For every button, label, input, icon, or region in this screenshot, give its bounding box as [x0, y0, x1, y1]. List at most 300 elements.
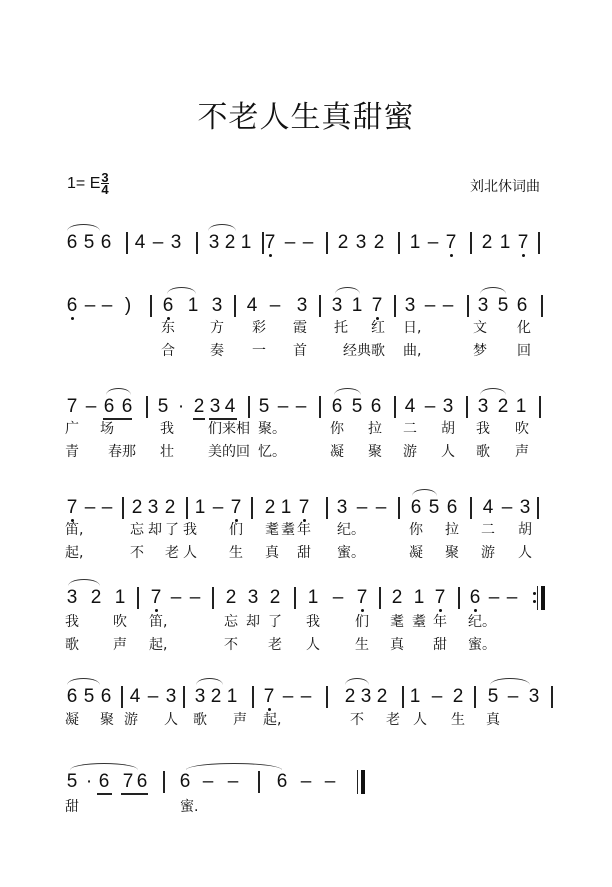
lyric: 奏 [210, 343, 224, 359]
lyric: 声 [113, 637, 127, 653]
lyric: 老 [386, 712, 400, 728]
barline [402, 686, 404, 708]
slur [412, 489, 437, 496]
note: 6 [410, 497, 422, 518]
note: 6 [370, 396, 382, 417]
note: 7 [122, 771, 134, 792]
lyric: 甜 [65, 799, 79, 815]
sustain-dash: – [269, 295, 281, 316]
note: 3 [528, 686, 540, 707]
sustain-dash: – [84, 497, 96, 518]
note: 5 [487, 686, 499, 707]
lyric: 一 [252, 343, 266, 359]
slur [490, 678, 530, 685]
lyric: 我 [183, 522, 197, 538]
sustain-dash: – [431, 686, 443, 707]
final-barline [537, 586, 545, 610]
lyric: 吹 [113, 614, 127, 630]
lyric: 人 [413, 712, 427, 728]
note: 2 [131, 497, 143, 518]
note: 5 [157, 396, 169, 417]
lyric: 托 [334, 320, 348, 336]
note: 4 [134, 232, 146, 253]
lyric: 梦 [473, 343, 487, 359]
lyric: 了 [165, 522, 179, 538]
lyric: 人 [164, 712, 178, 728]
note: 5 [83, 686, 95, 707]
sustain-dash: – [424, 295, 436, 316]
sustain-dash: – [295, 396, 307, 417]
lyric: 游 [481, 545, 495, 561]
note: 3 [170, 232, 182, 253]
barline [398, 497, 400, 519]
note: 6 [66, 686, 78, 707]
barline [551, 686, 553, 708]
lyric: 我 [306, 614, 320, 630]
note: 6 [276, 771, 288, 792]
lyric: 了 [268, 614, 282, 630]
lyric: 彩 [252, 320, 266, 336]
sustain-dash: – [189, 587, 201, 608]
barline [248, 396, 250, 418]
sustain-dash: – [277, 396, 289, 417]
lyric: 歌 [65, 637, 79, 653]
barline [252, 686, 254, 708]
lyric: 首 [293, 343, 307, 359]
note: 3 [404, 295, 416, 316]
lyric: 歌 [193, 712, 207, 728]
barline [326, 497, 328, 519]
sustain-dash: – [427, 232, 439, 253]
note: 6 [100, 232, 112, 253]
note: 5 [258, 396, 270, 417]
note: 2 [337, 232, 349, 253]
lyric: 生 [229, 545, 243, 561]
barline [326, 232, 328, 254]
barline [538, 232, 540, 254]
note: 3 [477, 396, 489, 417]
barline [150, 295, 152, 317]
lyric: 美的回 [208, 444, 250, 460]
note: 4 [224, 396, 236, 417]
composer-credit: 刘北休词曲 [470, 179, 540, 195]
low-octave-dot [439, 609, 442, 612]
lyric: 吹 [515, 421, 529, 437]
lyric: 忘 [130, 522, 144, 538]
lyric: 拉 [445, 522, 459, 538]
lyric: 曲, [403, 343, 422, 359]
note: 3 [165, 686, 177, 707]
lyric: 聚 [368, 444, 382, 460]
sustain-dash: – [332, 587, 344, 608]
barline [539, 396, 541, 418]
sustain-dash: – [84, 295, 96, 316]
low-octave-dot [450, 254, 453, 257]
underline-eighth [193, 418, 205, 420]
lyric: 人 [306, 637, 320, 653]
lyric: 不 [130, 545, 144, 561]
sustain-dash: – [424, 396, 436, 417]
note: 6 [162, 295, 174, 316]
barline [294, 587, 296, 609]
sustain-dash: – [101, 295, 113, 316]
lyric: 耋 [412, 614, 426, 630]
lyric: 聚。 [258, 421, 286, 437]
barline [121, 686, 123, 708]
sustain-dash: – [506, 587, 518, 608]
sustain-dash: – [375, 497, 387, 518]
sustain-dash: – [227, 771, 239, 792]
barline [251, 497, 253, 519]
lyric: 凝 [330, 444, 344, 460]
note: 6 [103, 396, 115, 417]
dot-augment: · [85, 771, 93, 792]
lyric: 起, [263, 712, 282, 728]
lyric: 拉 [368, 421, 382, 437]
note: 3 [211, 295, 223, 316]
note: 5 [83, 232, 95, 253]
note: 3 [247, 587, 259, 608]
note: 1 [409, 232, 421, 253]
barline [398, 232, 400, 254]
sustain-dash: – [282, 686, 294, 707]
sustain-dash: – [324, 771, 336, 792]
lyric: 蜜。 [468, 637, 496, 653]
sustain-dash: – [85, 396, 97, 417]
lyric: 聚 [445, 545, 459, 561]
barline [122, 497, 124, 519]
barline [126, 232, 128, 254]
lyric: 歌 [371, 343, 385, 359]
lyric: 年 [297, 522, 311, 538]
note: 7 [298, 497, 310, 518]
slur [480, 388, 506, 395]
barline [326, 686, 328, 708]
barline [258, 771, 260, 793]
lyric: 青 [65, 444, 79, 460]
slur [345, 678, 369, 685]
lyric: 忘 [224, 614, 238, 630]
barline [541, 295, 543, 317]
sustain-dash: – [170, 587, 182, 608]
lyric: 游 [124, 712, 138, 728]
lyric: 笛, [65, 522, 84, 538]
note: 1 [499, 232, 511, 253]
note: 6 [446, 497, 458, 518]
note: 7 [434, 587, 446, 608]
lyric: 们来相 [208, 421, 250, 437]
lyric: 文 [473, 320, 487, 336]
note: 2 [481, 232, 493, 253]
barline [458, 587, 460, 609]
lyric: 纪。 [468, 614, 496, 630]
note: 4 [482, 497, 494, 518]
lyric: 人 [518, 545, 532, 561]
note: 2 [210, 686, 222, 707]
lyric: 场 [100, 421, 114, 437]
underline-eighth [121, 793, 148, 795]
dot-augment: · [177, 396, 185, 417]
lyric: 方 [210, 320, 224, 336]
note: 7 [150, 587, 162, 608]
lyric: 二 [481, 522, 495, 538]
repeat-dot [533, 600, 536, 603]
slur [208, 224, 236, 231]
lyric: 日, [403, 320, 422, 336]
note: 6 [66, 295, 78, 316]
lyric: 耄 [265, 522, 279, 538]
note: 1 [413, 587, 425, 608]
note: 1 [409, 686, 421, 707]
low-octave-dot [269, 254, 272, 257]
note: 2 [373, 232, 385, 253]
note: 1 [240, 232, 252, 253]
lyric: 耄 [390, 614, 404, 630]
lyric: 声 [515, 444, 529, 460]
sustain-dash: – [212, 497, 224, 518]
barline [137, 587, 139, 609]
slur [70, 763, 138, 770]
lyric: 忆。 [258, 444, 286, 460]
barline [394, 396, 396, 418]
note: 6 [98, 771, 110, 792]
lyric: 们 [355, 614, 369, 630]
time-signature [101, 172, 108, 195]
slur [67, 678, 100, 685]
lyric: 我 [65, 614, 79, 630]
lyric: 纪。 [337, 522, 365, 538]
slur [335, 287, 360, 294]
note: 7 [66, 396, 78, 417]
lyric: 你 [409, 522, 423, 538]
sustain-dash: – [442, 295, 454, 316]
note: 3 [336, 497, 348, 518]
lyric: 蜜。 [337, 545, 365, 561]
lyric: 红 [371, 320, 385, 336]
note: 3 [66, 587, 78, 608]
lyric: 化 [517, 320, 531, 336]
note: 3 [442, 396, 454, 417]
lyric: 老 [268, 637, 282, 653]
lyric: 回 [517, 343, 531, 359]
time-top: 3 [101, 170, 109, 185]
lyric: 老 [165, 545, 179, 561]
note: 2 [452, 686, 464, 707]
note: 6 [469, 587, 481, 608]
low-octave-dot [268, 708, 271, 711]
note: 6 [179, 771, 191, 792]
note: 2 [193, 396, 205, 417]
lyric: 东 [161, 320, 175, 336]
repeat-dot [533, 592, 536, 595]
note: 3 [331, 295, 343, 316]
slur [67, 224, 100, 231]
low-octave-dot [155, 609, 158, 612]
note: 1 [114, 587, 126, 608]
lyric: 却 [148, 522, 162, 538]
lyric: 蜜. [180, 799, 199, 815]
lyric: 经典 [343, 343, 371, 359]
slur [167, 287, 196, 294]
note: 4 [129, 686, 141, 707]
lyric: 凝 [65, 712, 79, 728]
lyric: 们 [229, 522, 243, 538]
note: 6 [100, 686, 112, 707]
lyric: 春那 [108, 444, 136, 460]
barline [319, 396, 321, 418]
sustain-dash: – [356, 497, 368, 518]
note: 3 [147, 497, 159, 518]
lyric: 生 [451, 712, 465, 728]
note: 1 [307, 587, 319, 608]
note: 7 [264, 232, 276, 253]
lyric: 歌 [476, 444, 490, 460]
note: 1 [515, 396, 527, 417]
slur [106, 388, 131, 395]
note: 2 [90, 587, 102, 608]
low-octave-dot [361, 609, 364, 612]
note: 3 [360, 686, 372, 707]
slur [334, 388, 361, 395]
barline [163, 771, 165, 793]
barline [183, 686, 185, 708]
note: 1 [280, 497, 292, 518]
note: 1 [194, 497, 206, 518]
sustain-dash: – [501, 497, 513, 518]
note: 1 [187, 295, 199, 316]
barline [394, 295, 396, 317]
note: 7 [371, 295, 383, 316]
lyric: 壮 [160, 444, 174, 460]
underline-eighth [103, 418, 132, 420]
low-octave-dot [522, 254, 525, 257]
key-label: 1= E [67, 174, 101, 192]
lyric: 合 [161, 343, 175, 359]
note: 7 [263, 686, 275, 707]
sustain-dash: – [300, 771, 312, 792]
note: 6 [121, 396, 133, 417]
note: 4 [404, 396, 416, 417]
sustain-dash: – [152, 232, 164, 253]
sustain-dash: – [488, 587, 500, 608]
lyric: 起, [149, 637, 168, 653]
lyric: 却 [246, 614, 260, 630]
note: 5 [497, 295, 509, 316]
note: 7 [356, 587, 368, 608]
lyric: 耋 [281, 522, 295, 538]
low-octave-dot [474, 609, 477, 612]
note: ) [124, 295, 132, 316]
sustain-dash: – [284, 232, 296, 253]
note: 2 [269, 587, 281, 608]
barline [212, 587, 214, 609]
slur [480, 287, 506, 294]
lyric: 生 [355, 637, 369, 653]
final-barline [357, 770, 365, 794]
low-octave-dot [71, 317, 74, 320]
barline [466, 396, 468, 418]
barline [470, 232, 472, 254]
barline [186, 497, 188, 519]
note: 3 [477, 295, 489, 316]
barline [234, 295, 236, 317]
sustain-dash: – [300, 686, 312, 707]
key-signature [67, 172, 109, 195]
lyric: 胡 [518, 522, 532, 538]
lyric: 二 [403, 421, 417, 437]
time-bottom: 4 [101, 182, 109, 197]
lyric: 起, [65, 545, 84, 561]
underline-eighth [97, 793, 112, 795]
barline [467, 295, 469, 317]
note: 5 [351, 396, 363, 417]
barline [474, 686, 476, 708]
lyric: 真 [486, 712, 500, 728]
lyric: 凝 [409, 545, 423, 561]
note: 2 [344, 686, 356, 707]
sustain-dash: – [202, 771, 214, 792]
note: 5 [66, 771, 78, 792]
note: 3 [519, 497, 531, 518]
note: 3 [208, 232, 220, 253]
note: 4 [246, 295, 258, 316]
note: 2 [376, 686, 388, 707]
barline [319, 295, 321, 317]
note: 3 [194, 686, 206, 707]
note: 1 [226, 686, 238, 707]
note: 2 [164, 497, 176, 518]
lyric: 真 [265, 545, 279, 561]
lyric: 聚 [100, 712, 114, 728]
barline [537, 497, 539, 519]
note: 2 [391, 587, 403, 608]
slur [186, 763, 282, 770]
note: 5 [428, 497, 440, 518]
lyric: 真 [390, 637, 404, 653]
lyric: 我 [476, 421, 490, 437]
lyric: 我 [160, 421, 174, 437]
lyric: 甜 [297, 545, 311, 561]
note: 1 [351, 295, 363, 316]
slur [68, 579, 100, 586]
note: 6 [66, 232, 78, 253]
barline [470, 497, 472, 519]
lyric: 甜 [433, 637, 447, 653]
lyric: 你 [330, 421, 344, 437]
note: 2 [264, 497, 276, 518]
underline-eighth [209, 418, 237, 420]
sustain-dash: – [507, 686, 519, 707]
lyric: 广 [65, 421, 79, 437]
note: 6 [136, 771, 148, 792]
sustain-dash: – [101, 497, 113, 518]
slur [196, 678, 223, 685]
lyric: 不 [350, 712, 364, 728]
note: 7 [230, 497, 242, 518]
note: 6 [516, 295, 528, 316]
lyric: 笛, [149, 614, 168, 630]
note: 7 [517, 232, 529, 253]
note: 3 [296, 295, 308, 316]
song-title: 不老人生真甜蜜 [197, 100, 415, 135]
lyric: 年 [433, 614, 447, 630]
barline [196, 232, 198, 254]
lyric: 人 [441, 444, 455, 460]
lyric: 人 [183, 545, 197, 561]
lyric: 胡 [441, 421, 455, 437]
lyric: 不 [224, 637, 238, 653]
barline [146, 396, 148, 418]
